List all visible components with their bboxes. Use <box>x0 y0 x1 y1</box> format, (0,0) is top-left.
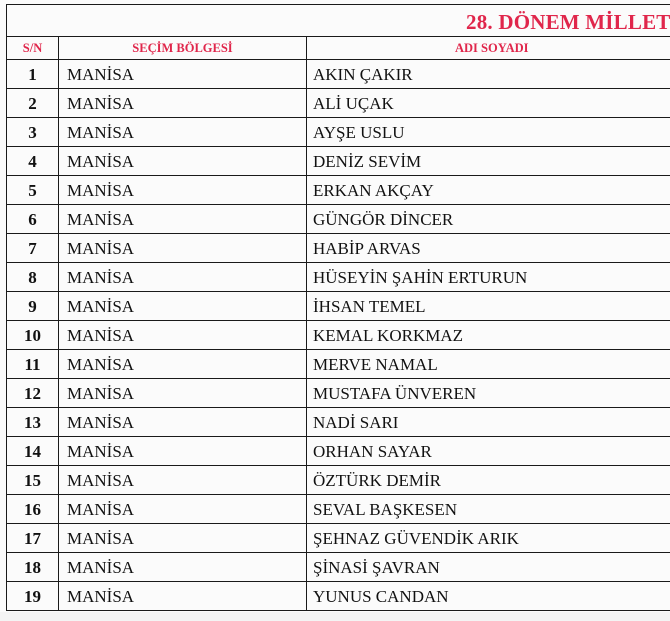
deputies-table <box>6 4 670 611</box>
row-name: ŞİNASİ ŞAVRAN <box>307 553 670 582</box>
row-sn: 12 <box>7 379 59 408</box>
row-sn: 11 <box>7 350 59 379</box>
row-sn: 2 <box>7 89 59 118</box>
table-row <box>7 60 670 89</box>
table-row <box>7 176 670 205</box>
title-row <box>7 5 670 37</box>
row-region: MANİSA <box>59 263 307 292</box>
row-region: MANİSA <box>59 524 307 553</box>
row-sn: 9 <box>7 292 59 321</box>
row-name: AYŞE USLU <box>307 118 670 147</box>
table-row <box>7 466 670 495</box>
header-row <box>7 37 670 60</box>
document-title: 28. DÖNEM MİLLET <box>466 10 670 34</box>
table-row <box>7 350 670 379</box>
row-region: MANİSA <box>59 466 307 495</box>
row-sn: 10 <box>7 321 59 350</box>
row-name: İHSAN TEMEL <box>307 292 670 321</box>
row-name: SEVAL BAŞKESEN <box>307 495 670 524</box>
row-region: MANİSA <box>59 147 307 176</box>
row-sn: 8 <box>7 263 59 292</box>
document-title-cell <box>7 5 670 37</box>
table-row <box>7 263 670 292</box>
table-row <box>7 495 670 524</box>
row-region: MANİSA <box>59 553 307 582</box>
row-region: MANİSA <box>59 321 307 350</box>
row-name: MUSTAFA ÜNVEREN <box>307 379 670 408</box>
row-region: MANİSA <box>59 60 307 89</box>
table-row <box>7 89 670 118</box>
row-name: ERKAN AKÇAY <box>307 176 670 205</box>
row-sn: 6 <box>7 205 59 234</box>
row-region: MANİSA <box>59 89 307 118</box>
row-name: AKIN ÇAKIR <box>307 60 670 89</box>
table-row <box>7 524 670 553</box>
header-region: SEÇİM BÖLGESİ <box>59 37 307 60</box>
table-row <box>7 234 670 263</box>
row-sn: 14 <box>7 437 59 466</box>
row-sn: 17 <box>7 524 59 553</box>
row-name: DENİZ SEVİM <box>307 147 670 176</box>
row-sn: 7 <box>7 234 59 263</box>
row-sn: 13 <box>7 408 59 437</box>
row-name: ŞEHNAZ GÜVENDİK ARIK <box>307 524 670 553</box>
row-name: ORHAN SAYAR <box>307 437 670 466</box>
table-row <box>7 205 670 234</box>
row-sn: 15 <box>7 466 59 495</box>
table-row <box>7 408 670 437</box>
table-row <box>7 379 670 408</box>
row-region: MANİSA <box>59 582 307 611</box>
row-region: MANİSA <box>59 234 307 263</box>
row-region: MANİSA <box>59 350 307 379</box>
row-region: MANİSA <box>59 437 307 466</box>
row-region: MANİSA <box>59 379 307 408</box>
table-row <box>7 553 670 582</box>
row-sn: 3 <box>7 118 59 147</box>
header-name: ADI SOYADI <box>307 37 670 60</box>
header-sn: S/N <box>7 37 59 60</box>
row-region: MANİSA <box>59 176 307 205</box>
row-sn: 19 <box>7 582 59 611</box>
row-sn: 1 <box>7 60 59 89</box>
row-sn: 16 <box>7 495 59 524</box>
row-sn: 4 <box>7 147 59 176</box>
row-name: GÜNGÖR DİNCER <box>307 205 670 234</box>
row-sn: 5 <box>7 176 59 205</box>
row-region: MANİSA <box>59 408 307 437</box>
table-row <box>7 321 670 350</box>
table-row <box>7 582 670 611</box>
table-row <box>7 437 670 466</box>
row-name: NADİ SARI <box>307 408 670 437</box>
row-name: HÜSEYİN ŞAHİN ERTURUN <box>307 263 670 292</box>
row-region: MANİSA <box>59 495 307 524</box>
row-name: MERVE NAMAL <box>307 350 670 379</box>
row-region: MANİSA <box>59 118 307 147</box>
table-row <box>7 147 670 176</box>
row-name: ALİ UÇAK <box>307 89 670 118</box>
row-name: ÖZTÜRK DEMİR <box>307 466 670 495</box>
table-row <box>7 292 670 321</box>
row-region: MANİSA <box>59 205 307 234</box>
page-bottom-margin <box>0 612 670 621</box>
row-name: YUNUS CANDAN <box>307 582 670 611</box>
row-sn: 18 <box>7 553 59 582</box>
row-region: MANİSA <box>59 292 307 321</box>
row-name: KEMAL KORKMAZ <box>307 321 670 350</box>
row-name: HABİP ARVAS <box>307 234 670 263</box>
table-row <box>7 118 670 147</box>
